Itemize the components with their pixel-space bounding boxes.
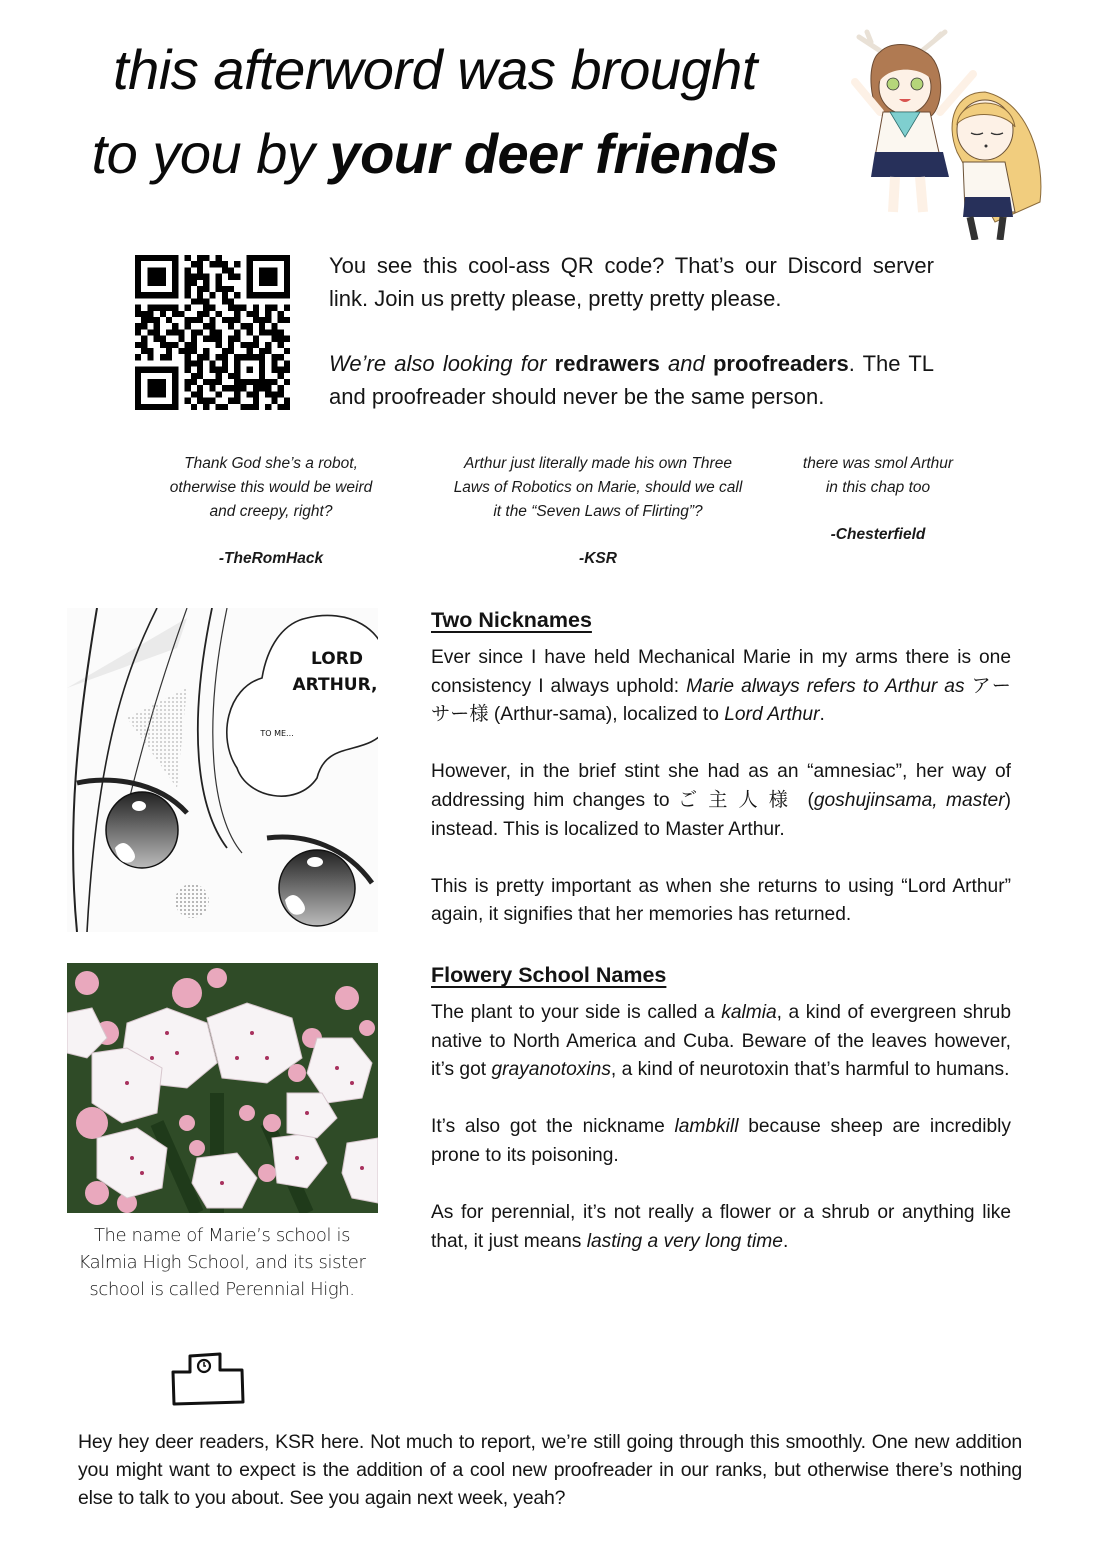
- discord-invite-text: You see this cool-ass QR code? That’s our Discord server link. Join us pretty please, pretty pretty please.: [329, 253, 934, 311]
- recruit-suffix: . The TL and proofreader should never be the same person.: [329, 351, 935, 409]
- discord-qr-code[interactable]: [135, 255, 290, 410]
- flowery-paragraph-3: As for perennial, it’s not really a flower or a shrub or anything like that, it just means lasting a very long time.: [431, 1202, 1011, 1252]
- nicknames-paragraph-1: Ever since I have held Mechanical Marie in my arms there is one consistency I always uphold: Marie always refers to Arthur as アーサー様 (Arthur-sama), localized to Lord Arthur.: [431, 647, 1011, 726]
- flowery-paragraph-1: The plant to your side is called a kalmia, a kind of evergreen shrub native to North America and Cuba. Beware of the leaves however, it’s got grayanotoxins, a kind of neurotoxin that’s harmful to humans.: [431, 1002, 1011, 1081]
- quote-ksr: [448, 452, 748, 571]
- kalmia-flowers-illustration: [67, 963, 378, 1213]
- quote-text: Thank God she’s a robot, otherwise this would be weird and creepy, right?: [169, 455, 373, 520]
- section-flowery-school-names: [431, 961, 1011, 1256]
- bubble-text-main: LORD: [311, 649, 363, 669]
- quote-author: -Chesterfield: [830, 526, 926, 543]
- manga-panel-image: [67, 608, 378, 932]
- role-proofreaders: proofreaders: [712, 351, 849, 376]
- flowery-paragraph-2: It’s also got the nickname lambkill because sheep are incredibly prone to its poisoning.: [431, 1116, 1011, 1166]
- camera-doodle-icon: [170, 1352, 246, 1406]
- title-bold: your deer friends: [329, 122, 779, 185]
- flower-caption: The name of Marie’s school is Kalmia High School, and its sister school is called Perennial High.: [78, 1225, 366, 1300]
- recruitment-text: [329, 348, 934, 413]
- section-heading: Flowery School Names: [431, 963, 667, 987]
- quote-author: -TheRomHack: [218, 550, 324, 567]
- recruit-and: and: [659, 351, 713, 376]
- quote-text: Arthur just literally made his own Three Laws of Robotics on Marie, should we call it the “Seven Laws of Flirting”?: [453, 455, 743, 520]
- quote-chesterfield: [800, 452, 956, 547]
- quote-therom-hack: [160, 452, 382, 571]
- ksr-outro-message: Hey hey deer readers, KSR here. Not much to report, we’re still going through this smoothly. One new addition you might want to expect is the addition of a cool new proofreader in our ranks, but otherwise there’s nothing else to talk to you about. See you again next week, yeah?: [78, 1431, 1022, 1509]
- discord-blurb: [329, 250, 934, 413]
- japanese-goshujinsama: ご主人様: [677, 789, 800, 811]
- manga-eyes-illustration: [67, 608, 378, 932]
- section-heading: Two Nicknames: [431, 608, 592, 632]
- qr-code-icon: [135, 255, 290, 410]
- quote-text: there was smol Arthur in this chap too: [802, 455, 954, 496]
- page-title-line-1: this afterword was brought: [113, 38, 757, 101]
- recruit-prefix: We’re also looking for: [329, 351, 555, 376]
- nicknames-paragraph-2: However, in the brief stint she had as an “amnesiac”, her way of addressing him changes to ご主人様 (goshujinsama, master) instead. This is localized to Master Arthur.: [431, 761, 1012, 840]
- japanese-arthur-sama: アーサー様: [431, 675, 1011, 726]
- role-redrawers: redrawers: [554, 351, 660, 376]
- quote-author: -KSR: [579, 550, 617, 567]
- title-plain: to you by: [91, 122, 330, 185]
- kalmia-flower-photo: [67, 963, 378, 1213]
- page-title-line-2: [40, 122, 830, 185]
- deer-friends-mascot-illustration: [845, 12, 1065, 240]
- svg-text:ARTHUR,: ARTHUR,: [292, 675, 378, 695]
- bubble-text-small: TO ME...: [260, 729, 294, 738]
- section-two-nicknames: [431, 606, 1011, 930]
- nicknames-paragraph-3: This is pretty important as when she returns to using “Lord Arthur” again, it signifies that her memories has returned.: [431, 875, 1011, 926]
